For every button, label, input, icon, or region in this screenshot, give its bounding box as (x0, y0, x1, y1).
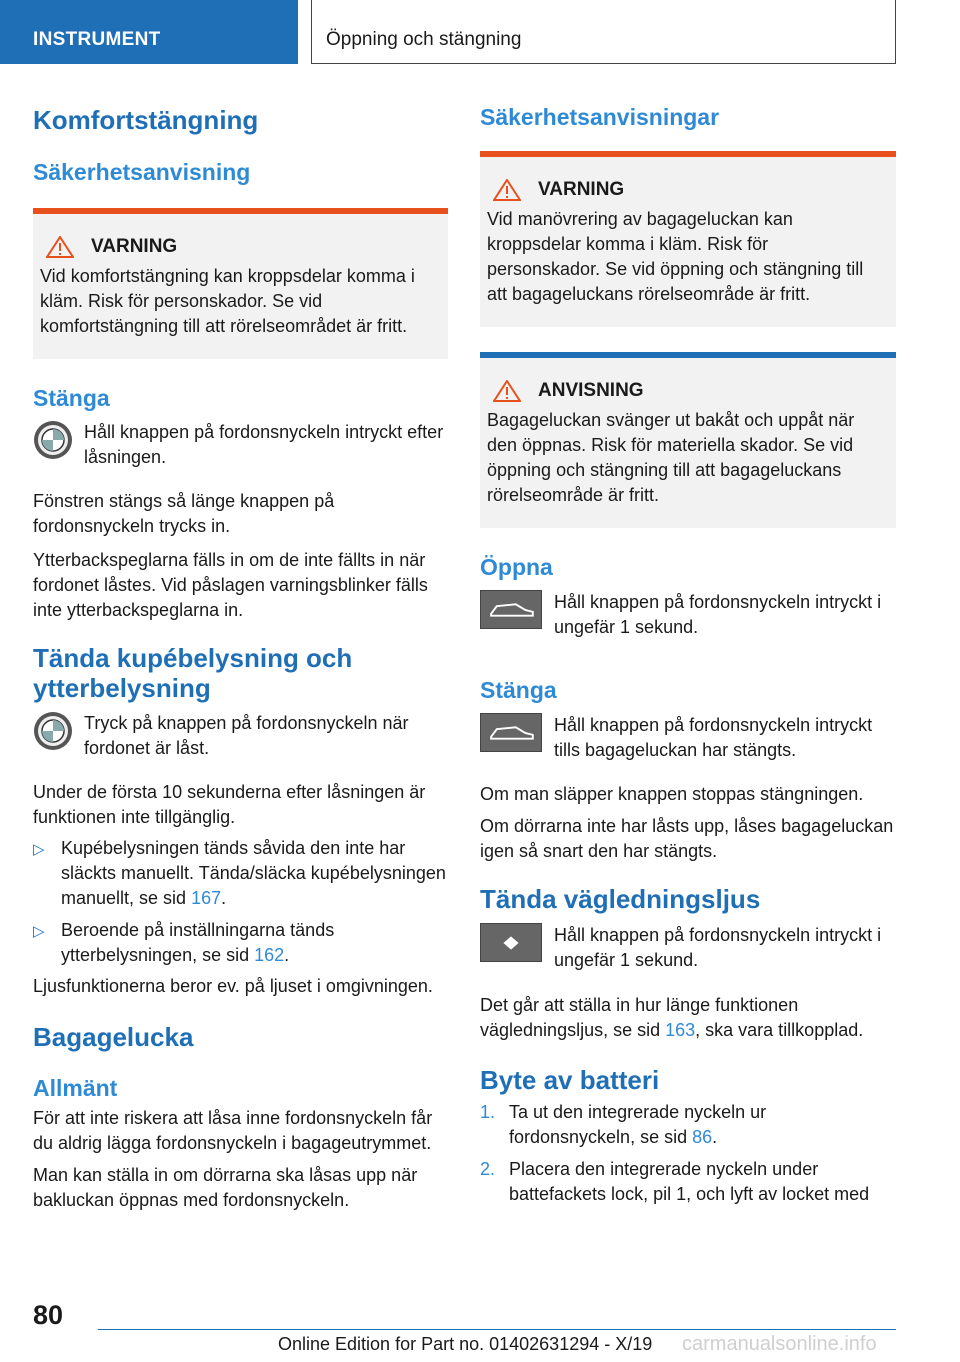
heading-bagagelucka: Bagagelucka (33, 1022, 194, 1052)
list-item: 1. Ta ut den integrerade nyckeln ur fordonsnyckeln, se sid 86. (480, 1102, 767, 1147)
stanga-instruction: Håll knappen på fordonsnyckeln intryckt efter låsningen. (84, 422, 444, 467)
footer-edition: Online Edition for Part no. 01402631294 - X/19 (278, 1334, 653, 1354)
watermark: carmanualsonline.info (682, 1333, 877, 1355)
notice-title: ANVISNING (538, 380, 644, 401)
warning-title: VARNING (538, 179, 625, 200)
heading-stanga: Stänga (33, 385, 110, 411)
heading-tanda-belysning: Tända kupébelysning och ytterbelysning (33, 643, 353, 703)
oppna-instruction: Håll knappen på fordonsnyckeln intryckt i ungefär 1 sekund. (554, 592, 882, 637)
warning-text: Vid manövrering av bagageluckan kan kroppsdelar komma i kläm. Risk för personskador. Se vid öppning och stängning till att bagageluckans rörelseområde är fritt. (487, 209, 864, 304)
heading-komfortstangning: Komfortstängning (33, 105, 259, 135)
heading-allmant: Allmänt (33, 1075, 118, 1101)
trunk-button-icon (480, 590, 542, 629)
warning-box (33, 208, 448, 359)
warning-title: VARNING (91, 236, 178, 257)
heading-vagledningsljus: Tända vägledningsljus (480, 884, 761, 914)
heading-oppna: Öppna (480, 554, 553, 580)
steps-list (480, 1100, 896, 1207)
light-button-icon (480, 923, 542, 962)
heading-stanga: Stänga (480, 677, 557, 703)
trunk-button-icon (480, 713, 542, 752)
vag-instruction: Håll knappen på fordonsnyckeln intryckt i ungefär 1 sekund. (554, 925, 882, 970)
heading-byte-batteri: Byte av batteri (480, 1065, 660, 1095)
footer-divider (98, 1329, 896, 1330)
paragraph: Om man släpper knappen stoppas stängningen. (480, 784, 864, 804)
notice-text: Bagageluckan svänger ut bakåt och uppåt när den öppnas. Risk för materiella skador. Se vid öppning och stängning till att bagageluckans rörelseområde är fritt. (487, 410, 855, 505)
notice-box (480, 352, 896, 528)
warning-triangle-icon (493, 179, 521, 201)
paragraph: Fönstren stängs så länge knappen på fordonsnyckeln trycks in. (33, 491, 335, 536)
list-item: ▷ Kupébelysningen tänds såvida den inte har släckts manuellt. Tända/släcka kupébelysningen manuellt, se sid 167. (33, 836, 448, 911)
paragraph: Man kan ställa in om dörrarna ska låsas upp när bakluckan öppnas med fordonsnyckeln. (33, 1165, 418, 1210)
tanda-instruction: Tryck på knappen på fordonsnyckeln när fordonet är låst. (84, 713, 409, 758)
bullet-triangle-icon: ▷ (33, 841, 45, 858)
list-item: 2. Placera den integrerade nyckeln under battefackets lock, pil 1, och lyft av locket med (480, 1159, 870, 1204)
paragraph: Det går att ställa in hur länge funktionen vägledningsljus, se sid 163, ska vara tillkopplad. (480, 995, 864, 1040)
paragraph: Ytterbackspeglarna fälls in om de inte fällts in när fordonet låstes. Vid påslagen varningsblinker fälls inte ytterbackspeglarna in. (33, 550, 428, 620)
page-number: 80 (33, 1300, 64, 1330)
paragraph: Om dörrarna inte har låsts upp, låses bagageluckan igen så snart den har stängts. (480, 816, 894, 861)
list-item: ▷ Beroende på inställningarna tänds ytterbelysningen, se sid 162. (33, 918, 448, 968)
bmw-key-lock-icon (33, 711, 73, 751)
heading-sakerhetsanvisningar: Säkerhetsanvisningar (480, 104, 720, 130)
section-tab: INSTRUMENT (0, 0, 298, 64)
warning-text: Vid komfortstängning kan kroppsdelar komma i kläm. Risk för personskador. Se vid komfortstängning till att rörelseområdet är fritt. (40, 266, 415, 336)
warning-box (480, 151, 896, 327)
page-link[interactable]: 163 (665, 1020, 696, 1040)
bmw-key-lock-icon (33, 420, 73, 460)
right-column (480, 95, 896, 1207)
page-link[interactable]: 86 (692, 1127, 713, 1147)
bullet-triangle-icon: ▷ (33, 923, 45, 940)
stanga-instruction: Håll knappen på fordonsnyckeln intryckt tills bagageluckan har stängts. (554, 715, 873, 760)
left-column (33, 95, 448, 1213)
bullet-list (33, 836, 448, 968)
warning-triangle-icon (493, 380, 521, 402)
heading-sakerhetsanvisning: Säkerhetsanvisning (33, 159, 251, 185)
paragraph: Ljusfunktionerna beror ev. på ljuset i omgivningen. (33, 976, 433, 996)
warning-triangle-icon (46, 236, 74, 258)
chapter-title: Öppning och stängning (311, 0, 896, 64)
paragraph: Under de första 10 sekunderna efter låsningen är funktionen inte tillgänglig. (33, 782, 426, 827)
paragraph: För att inte riskera att låsa inne fordonsnyckeln får du aldrig lägga fordonsnyckeln i bagageutrymmet. (33, 1108, 433, 1153)
page-link[interactable]: 167 (191, 888, 222, 908)
page-link[interactable]: 162 (254, 945, 285, 965)
